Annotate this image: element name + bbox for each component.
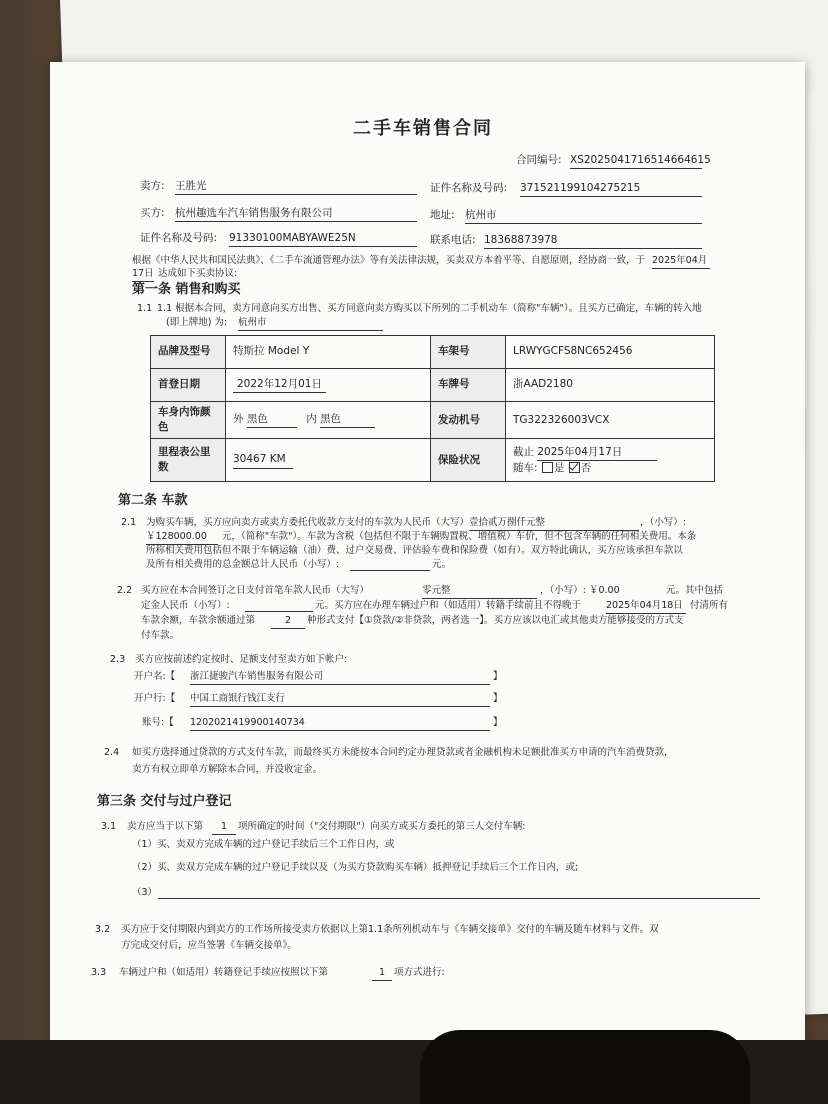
clause-2-2-text-f: 付清所有 <box>690 600 729 611</box>
clause-3-3-text-b: 项方式进行: <box>394 967 445 978</box>
clause-2-4-text-a: 如买方选择通过贷款的方式支付车款，而最终买方未能按本合同约定办理贷款或者金融机构未足额批准买方申请的汽车消费贷款， <box>132 747 674 758</box>
vin-value: LRWYGCFS8NC652456 <box>506 336 715 369</box>
insurance-until: 2025年04月17日 <box>537 445 657 461</box>
transfer-choice: 1 <box>372 966 392 981</box>
clause-2-2-text-d: 定金人民币（小写）: <box>141 600 230 611</box>
checkbox-no-label: 否 <box>580 461 592 474</box>
plate-key: 车牌号 <box>431 369 506 402</box>
price-uppercase: 壹拾贰万捌仟元整 <box>469 516 639 531</box>
buyer-label: 买方: <box>140 207 165 219</box>
address-value: 杭州市 <box>465 208 702 224</box>
insurance-until-label: 截止 <box>513 445 534 458</box>
bank-label: 开户行:【 <box>134 693 176 704</box>
mileage-key-line-2: 数 <box>158 461 169 474</box>
buyer-name: 杭州趣选车汽车销售服务有限公司 <box>175 206 417 222</box>
checkbox-no[interactable] <box>569 462 580 473</box>
phone-label: 联系电话: <box>430 234 476 246</box>
intro-date-day: 17日 <box>132 267 154 282</box>
buyer-id-label: 证件名称及号码: <box>140 232 218 244</box>
deposit-blank <box>245 599 313 612</box>
contract-no: XS2025041716514664615 <box>570 153 702 169</box>
article-1-heading: 第一条 销售和购买 <box>132 282 241 297</box>
clause-3-1-text-a: 卖方应当于以下第 <box>127 821 204 832</box>
clause-2-4-num: 2.4 <box>104 747 120 758</box>
article-2-heading: 第二条 车款 <box>118 493 188 508</box>
account-no-bracket: 】 <box>493 717 503 728</box>
page-title: 二手车销售合同 <box>353 118 493 139</box>
clause-2-3-text: 买方应按前述约定按时、足额支付至卖方如下帐户: <box>135 654 348 665</box>
table-row <box>151 439 715 482</box>
mileage-cell <box>226 439 431 482</box>
phone-value: 18368873978 <box>484 233 702 249</box>
bank-name: 中国工商银行钱江支行 <box>190 692 490 707</box>
clause-2-2-text-b: ，（小写）: ￥0.00 <box>540 585 620 596</box>
buyer-id: 91330100MABYAWE25N <box>229 231 417 247</box>
option-1: （1）买、卖双方完成车辆的过户登记手续后三个工作日内，或 <box>132 839 395 850</box>
brand-value: 特斯拉 Model Y <box>226 336 431 369</box>
total-amount-blank <box>350 558 430 571</box>
vehicle-info-table <box>150 335 715 482</box>
clause-2-2-text-g: 车款余额，车款余额通过第 <box>141 615 256 626</box>
delivery-choice: 1 <box>212 820 236 835</box>
table-row <box>151 369 715 402</box>
brand-key: 品牌及型号 <box>151 336 226 369</box>
article-1-1-num: 1.1 <box>137 303 153 314</box>
intro-date: 2025年04月 <box>652 254 710 269</box>
vin-key: 车架号 <box>431 336 506 369</box>
reg-date-value: 2022年12月01日 <box>233 377 326 393</box>
clause-2-2-text-e: 元。买方应在办理车辆过户和（如适用）转籍手续前且不得晚于 <box>315 600 582 611</box>
account-name-label: 开户名:【 <box>134 671 176 682</box>
clause-2-1-text-c: 元，（简称"车款"）。车款为含税（包括但不限于车辆购置税、增值税）车价，但不包含车辆的任何相关费用。本条 <box>222 531 697 542</box>
account-name: 浙江捷骏汽车销售服务有限公司 <box>190 670 490 685</box>
clause-2-1-num: 2.1 <box>121 517 137 528</box>
checkbox-yes-label: 是 <box>553 461 565 474</box>
mileage-key <box>151 439 226 482</box>
article-1-1-text: 1.1 根据本合同，卖方同意向买方出售、买方同意向卖方购买以下所列的二手机动车（简称"车辆"）。且买方已确定，车辆的转入地 <box>157 303 702 314</box>
interior-color: 黑色 <box>320 412 375 428</box>
insurance-key: 保险状况 <box>431 439 506 482</box>
seller-id: 371521199104275215 <box>520 181 702 197</box>
color-cell <box>226 402 431 439</box>
intro-text-2: 达成如下买卖协议: <box>158 268 238 279</box>
account-no: 1202021419900140734 <box>190 716 490 731</box>
payment-method-choice: 2 <box>271 614 305 629</box>
table-row <box>151 402 715 439</box>
clause-2-2-text-h: 种形式支付【①贷款/②非贷款，两者选一】。买方应该以电汇或其他卖方能够接受的方式支 <box>307 615 684 626</box>
mileage-key-line-1: 里程表公里 <box>158 446 211 459</box>
clause-2-1-text-d: 所称相关费用包括但不限于车辆运输（油）费、过户交易费、评估验车费和保险费（如有）。双方特此确认，买方应该承担车款以 <box>146 545 683 556</box>
clause-3-2-num: 3.2 <box>95 924 111 935</box>
interior-label: 内 <box>306 413 317 426</box>
address-label: 地址: <box>430 209 455 221</box>
exterior-label: 外 <box>233 413 244 426</box>
clause-2-2-text-c: 元。其中包括 <box>666 585 724 596</box>
clause-2-1-text-a: 为购买车辆，买方应向卖方或卖方委托代收款方支付的车款为人民币（大写） <box>146 517 470 528</box>
insurance-cell <box>506 439 715 482</box>
option-3-blank <box>158 886 760 899</box>
price-amount: ￥128000.00 <box>146 530 218 545</box>
reg-date-cell <box>226 369 431 402</box>
clause-2-1-text-f: 元。 <box>432 559 452 570</box>
clause-2-1-text-e: 及所有相关费用的总金额总计人民币（小写）: <box>146 559 340 570</box>
payment-deadline: 2025年04月18日 <box>606 599 686 614</box>
color-key-line-2: 色 <box>158 421 169 434</box>
clause-2-2-text-i: 付车款。 <box>141 630 180 641</box>
article-3-heading: 第三条 交付与过户登记 <box>97 794 232 809</box>
intro-text: 根据《中华人民共和国民法典》、《二手车流通管理办法》等有关法律法规，买卖双方本着平等、自愿原则，经协商一致，于 <box>132 255 646 266</box>
account-name-bracket: 】 <box>493 671 503 682</box>
down-payment-uppercase: 零元整 <box>422 584 537 599</box>
seller-id-label: 证件名称及号码: <box>430 182 508 194</box>
option-3: （3） <box>132 887 158 898</box>
clause-2-2-text-a: 买方应在本合同签订之日支付首笔车款人民币（大写） <box>141 585 370 596</box>
contract-no-label: 合同编号: <box>516 154 562 166</box>
checkbox-yes[interactable] <box>542 462 553 473</box>
seller-label: 卖方: <box>140 180 165 192</box>
insurance-with-label: 随车: <box>513 461 538 474</box>
option-2: （2）买、卖双方完成车辆的过户登记手续以及（为买方贷款购买车辆）抵押登记手续后三个工作日内，或; <box>132 862 579 873</box>
engine-key: 发动机号 <box>431 402 506 439</box>
clause-3-1-text-b: 项所确定的时间（"交付期限"）向买方或买方委托的第三人交付车辆: <box>238 821 526 832</box>
reg-date-key: 首登日期 <box>151 369 226 402</box>
plate-value: 浙AAD2180 <box>506 369 715 402</box>
clause-2-2-num: 2.2 <box>117 585 133 596</box>
color-key <box>151 402 226 439</box>
color-key-line-1: 车身内饰颜 <box>158 406 211 418</box>
table-row <box>151 336 715 369</box>
clause-2-3-num: 2.3 <box>110 654 126 665</box>
clause-3-1-num: 3.1 <box>101 821 117 832</box>
mileage-value: 30467 KM <box>233 452 293 468</box>
clause-3-2-text-a: 买方应于交付期限内到卖方的工作场所接受卖方依据以上第1.1条所列机动车与《车辆交接单》交付的车辆及随车材料与文件。双 <box>121 924 659 935</box>
seller-name: 王胜光 <box>175 179 417 195</box>
bank-bracket: 】 <box>493 693 503 704</box>
article-1-1-text-2: (即上牌地) 为: <box>166 317 228 328</box>
clause-3-3-text-a: 车辆过户和（如适用）转籍登记手续应按照以下第 <box>119 967 329 978</box>
clause-3-2-text-b: 方完成交付后，应当签署《车辆交接单》。 <box>121 940 297 951</box>
exterior-color: 黑色 <box>247 412 297 428</box>
account-no-label: 账号:【 <box>142 717 174 728</box>
engine-value: TG322326003VCX <box>506 402 715 439</box>
destination-city: 杭州市 <box>238 316 383 331</box>
clause-2-1-text-b: ，（小写）: <box>640 517 686 528</box>
clause-3-3-num: 3.3 <box>91 967 107 978</box>
clause-2-4-text-b: 卖方有权立即单方解除本合同，并没收定金。 <box>132 764 323 775</box>
